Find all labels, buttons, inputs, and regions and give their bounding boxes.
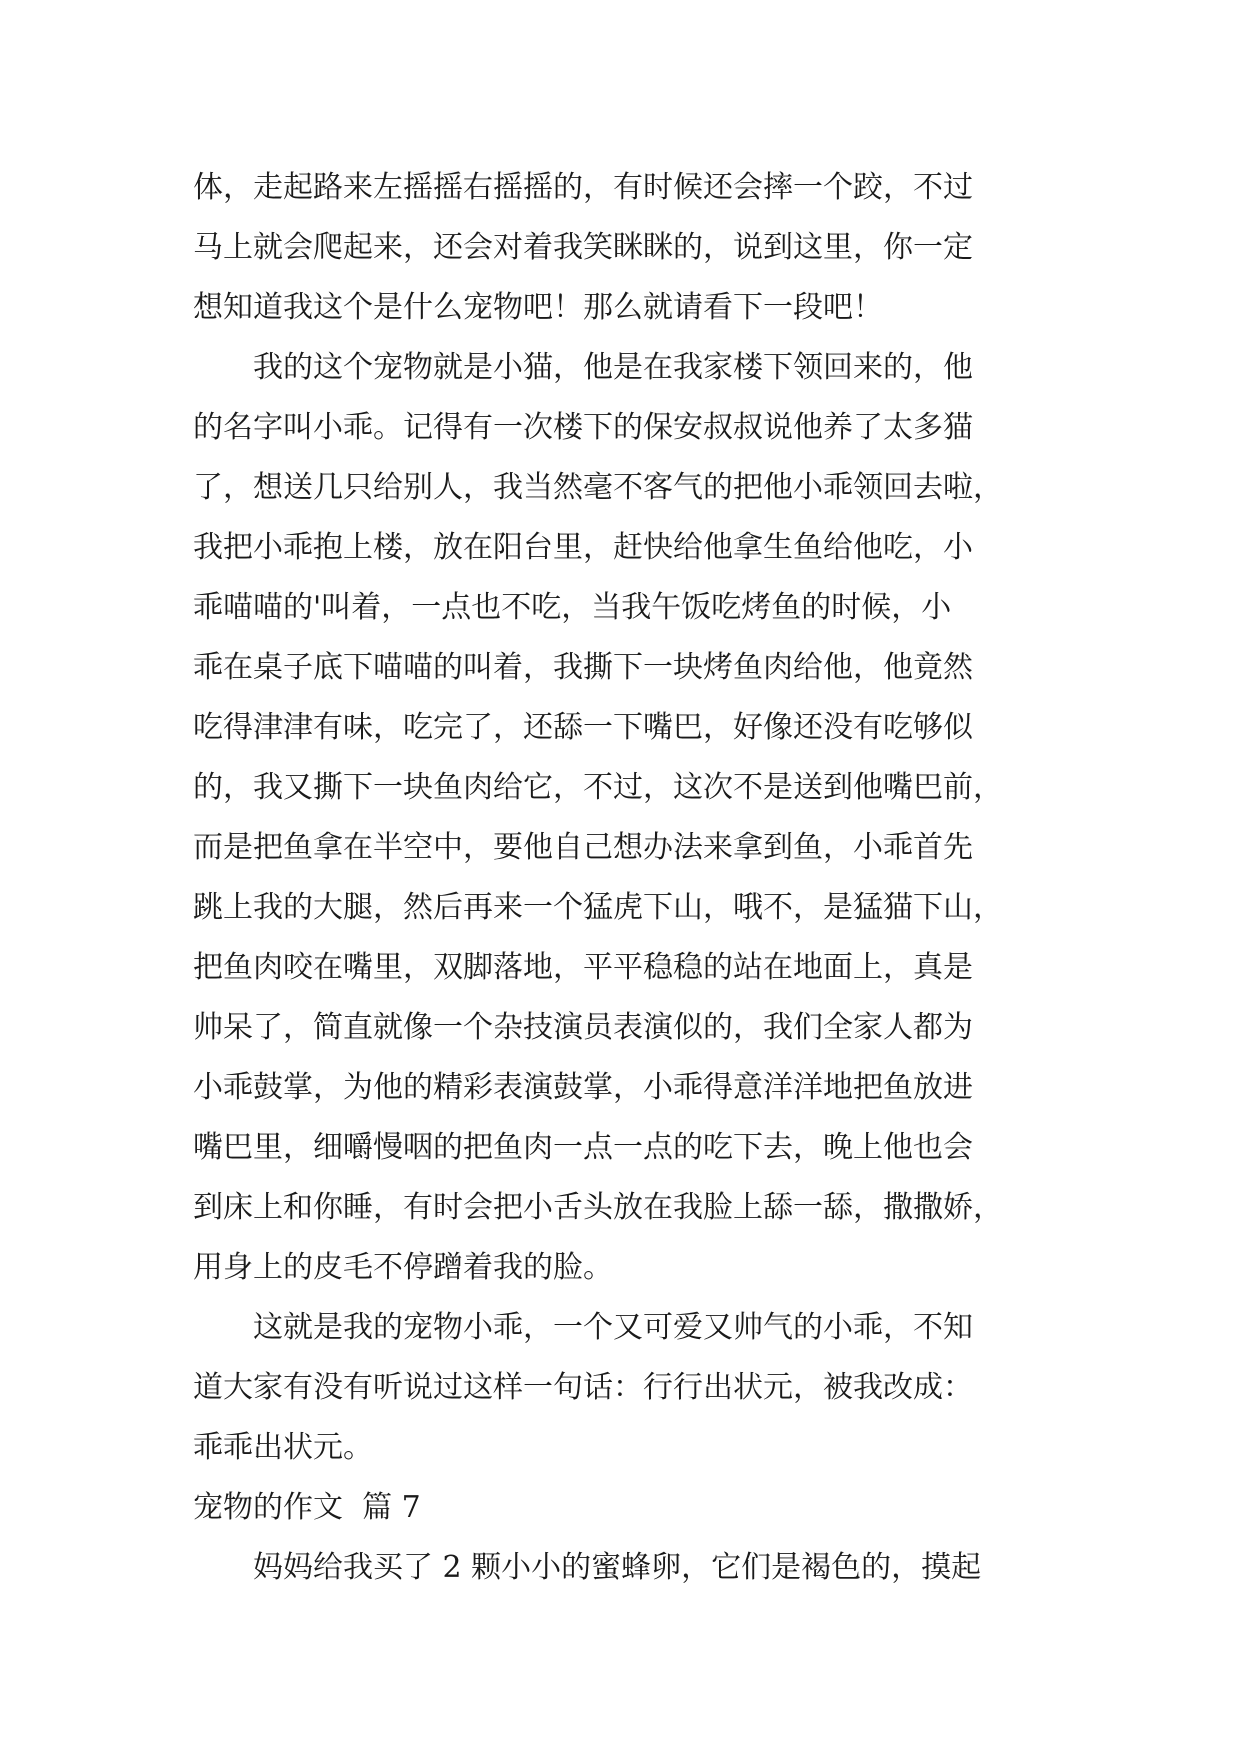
text-line: 乖乖出状元。 <box>193 1430 373 1465</box>
text-line: 体，走起路来左摇摇右摇摇的，有时候还会摔一个跤，不过 <box>193 170 973 205</box>
text-line: 我把小乖抱上楼，放在阳台里，赶快给他拿生鱼给他吃，小 <box>193 530 973 565</box>
text-line: 想知道我这个是什么宠物吧！那么就请看下一段吧！ <box>193 290 883 325</box>
text-line: 到床上和你睡，有时会把小舌头放在我脸上舔一舔，撒撒娇， <box>193 1190 1003 1225</box>
text-line: 吃得津津有味，吃完了，还舔一下嘴巴，好像还没有吃够似 <box>193 710 973 745</box>
text-line: 帅呆了，简直就像一个杂技演员表演似的，我们全家人都为 <box>193 1010 973 1045</box>
text-line: 了，想送几只给别人，我当然毫不客气的把他小乖领回去啦， <box>193 470 1003 505</box>
paragraph-first-line: 妈妈给我买了 2 颗小小的蜜蜂卵，它们是褐色的，摸起 <box>253 1550 982 1585</box>
text-line: 乖喵喵的'叫着，一点也不吃，当我午饭吃烤鱼的时候，小 <box>193 590 952 625</box>
text-line: 道大家有没有听说过这样一句话：行行出状元，被我改成： <box>193 1370 973 1405</box>
text-line: 乖在桌子底下喵喵的叫着，我撕下一块烤鱼肉给他，他竟然 <box>193 650 973 685</box>
paragraph-first-line: 这就是我的宠物小乖，一个又可爱又帅气的小乖，不知 <box>253 1310 973 1345</box>
text-line: 把鱼肉咬在嘴里，双脚落地，平平稳稳的站在地面上，真是 <box>193 950 973 985</box>
text-line: 的名字叫小乖。记得有一次楼下的保安叔叔说他养了太多猫 <box>193 410 973 445</box>
paragraph-first-line: 我的这个宠物就是小猫，他是在我家楼下领回来的，他 <box>253 350 973 385</box>
text-line: 的，我又撕下一块鱼肉给它，不过，这次不是送到他嘴巴前， <box>193 770 1003 805</box>
section-heading: 宠物的作文 篇 7 <box>193 1490 421 1525</box>
text-line: 嘴巴里，细嚼慢咽的把鱼肉一点一点的吃下去，晚上他也会 <box>193 1130 973 1165</box>
text-line: 马上就会爬起来，还会对着我笑眯眯的，说到这里，你一定 <box>193 230 973 265</box>
text-line: 小乖鼓掌，为他的精彩表演鼓掌，小乖得意洋洋地把鱼放进 <box>193 1070 973 1105</box>
text-line: 用身上的皮毛不停蹭着我的脸。 <box>193 1250 613 1285</box>
text-line: 跳上我的大腿，然后再来一个猛虎下山，哦不，是猛猫下山， <box>193 890 1003 925</box>
text-line: 而是把鱼拿在半空中，要他自己想办法来拿到鱼，小乖首先 <box>193 830 973 865</box>
